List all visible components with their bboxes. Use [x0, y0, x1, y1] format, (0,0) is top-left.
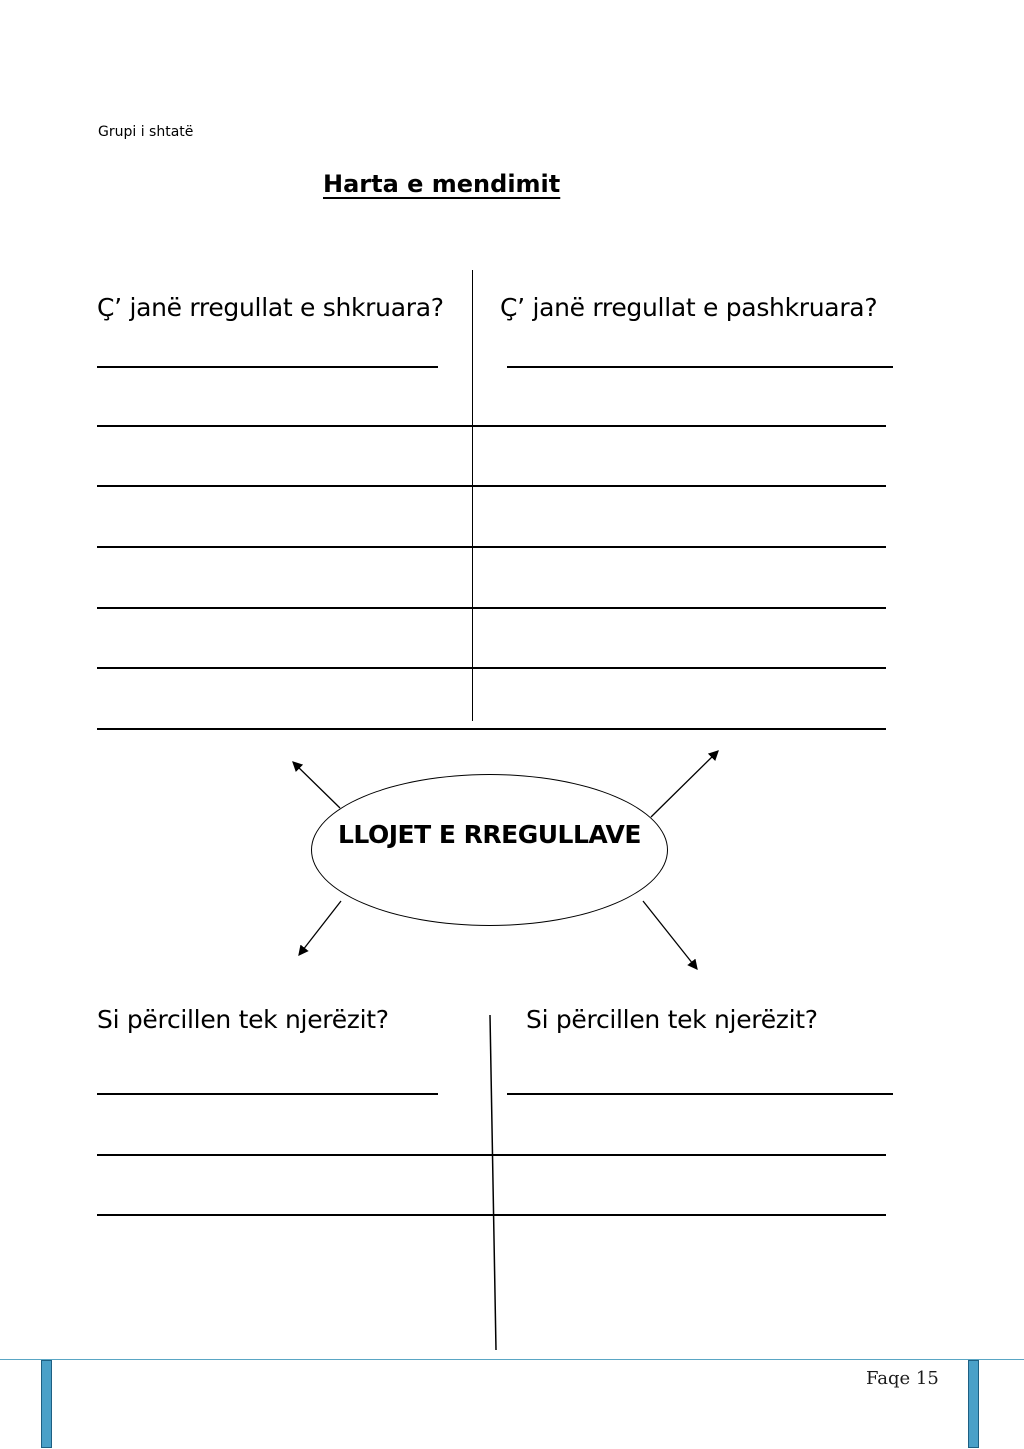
unwritten-rules-question: Ç’ janë rregullat e pashkruara?	[500, 293, 878, 322]
center-label: LLOJET E RREGULLAVE	[338, 820, 641, 849]
answer-line	[97, 1154, 886, 1156]
page-number: Faqe 15	[866, 1368, 939, 1389]
transmission-question-right: Si përcillen tek njerëzit?	[526, 1005, 818, 1034]
transmission-question-left: Si përcillen tek njerëzit?	[97, 1005, 389, 1034]
answer-line	[97, 1214, 886, 1216]
page-title: Harta e mendimit	[323, 170, 561, 198]
group-label: Grupi i shtatë	[98, 124, 194, 140]
footer-bar-right	[968, 1360, 979, 1448]
footer-bar-left	[41, 1360, 52, 1448]
answer-line-right-bottom-1	[507, 1093, 893, 1095]
footer-rule	[0, 1359, 1024, 1360]
written-rules-question: Ç’ janë rregullat e shkruara?	[97, 293, 444, 322]
answer-line-left-bottom-1	[97, 1093, 438, 1095]
